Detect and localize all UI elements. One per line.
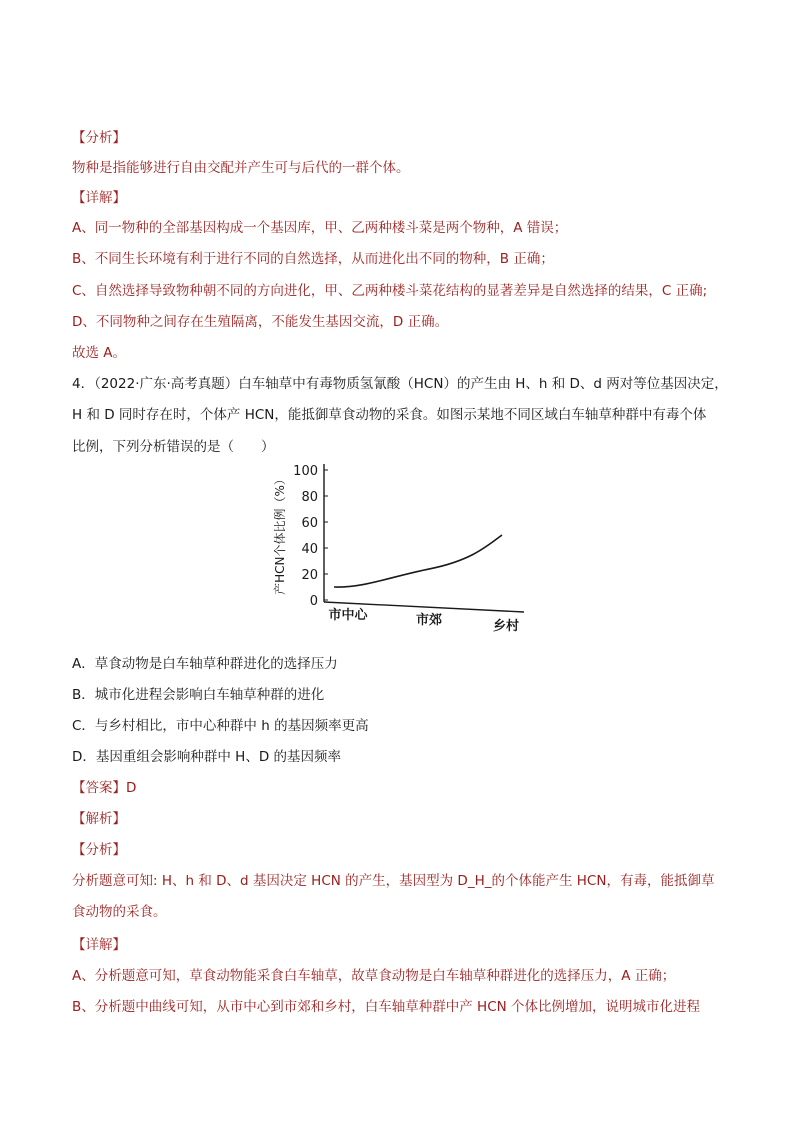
analysis-text: 物种是指能够进行自由交配并产生可与后代的一群个体。 [72, 160, 410, 176]
hcn-ratio-chart [262, 452, 542, 652]
question-stem-line2: H 和 D 同时存在时，个体产 HCN，能抵御草食动物的采食。如图示某地不同区域白车轴草种群中有毒个体 [72, 407, 707, 423]
option-d: D．基因重组会影响种群中 H、D 的基因频率 [72, 749, 342, 765]
x-tick-label: 市中心 [328, 608, 368, 623]
q4-analysis-line1: 分析题意可知: H、h 和 D、d 基因决定 HCN 的产生，基因型为 D_H_的个体能产生 HCN，有毒，能抵御草 [72, 873, 715, 889]
option-b: B．城市化进程会影响白车轴草种群的进化 [72, 687, 325, 703]
question-stem-line1: 4．（2022·广东·高考真题）白车轴草中有毒物质氢氰酸（HCN）的产生由 H、h 和 D、d 两对等位基因决定， [72, 376, 728, 392]
answer-tag: 【答案】 [72, 780, 126, 796]
conclusion: 故选 A。 [72, 345, 127, 361]
y-tick-label: 60 [301, 516, 318, 531]
answer-row [72, 778, 136, 798]
detail-option-a: A、同一物种的全部基因构成一个基因库，甲、乙两种楼斗菜是两个物种，A 错误； [72, 220, 568, 236]
y-tick-label: 20 [301, 568, 318, 583]
x-tick-label: 乡村 [492, 619, 520, 634]
x-tick-label: 市郊 [415, 613, 443, 628]
y-tick-label: 0 [309, 594, 318, 609]
q4-detail-a: A、分析题意可知，草食动物能采食白车轴草，故草食动物是白车轴草种群进化的选择压力，A 正确； [72, 968, 676, 984]
answer-value: D [126, 780, 137, 796]
q4-detail-tag: 【详解】 [72, 937, 126, 953]
option-c: C．与乡村相比，市中心种群中 h 的基因频率更高 [72, 718, 369, 734]
option-a: A．草食动物是白车轴草种群进化的选择压力 [72, 656, 338, 672]
y-tick-label: 80 [301, 490, 318, 505]
detail-tag: 【详解】 [72, 190, 126, 206]
explain-tag: 【解析】 [72, 811, 126, 827]
x-ticks [328, 607, 519, 634]
detail-option-d: D、不同物种之间存在生殖隔离，不能发生基因交流，D 正确。 [72, 314, 449, 330]
y-tick-label: 100 [293, 464, 318, 479]
detail-option-c: C、自然选择导致物种朝不同的方向进化，甲、乙两种楼斗菜花结构的显著差异是自然选择的结果，C 正确; [72, 283, 708, 299]
series-line-hcn [334, 535, 502, 587]
detail-option-b: B、不同生长环境有利于进行不同的自然选择，从而进化出不同的物种，B 正确； [72, 251, 554, 267]
question-stem-line3: 比例，下列分析错误的是（ ） [72, 439, 275, 455]
q4-detail-b: B、分析题中曲线可知，从市中心到市郊和乡村，白车轴草种群中产 HCN 个体比例增加，说明城市化进程 [72, 999, 701, 1015]
chart-y-label: 产HCN个体比例（%） [273, 473, 287, 595]
q4-analysis-tag: 【分析】 [72, 842, 126, 858]
y-tick-label: 40 [301, 542, 318, 557]
analysis-tag: 【分析】 [72, 130, 126, 146]
y-ticks [293, 464, 328, 609]
q4-analysis-line2: 食动物的采食。 [72, 904, 167, 920]
